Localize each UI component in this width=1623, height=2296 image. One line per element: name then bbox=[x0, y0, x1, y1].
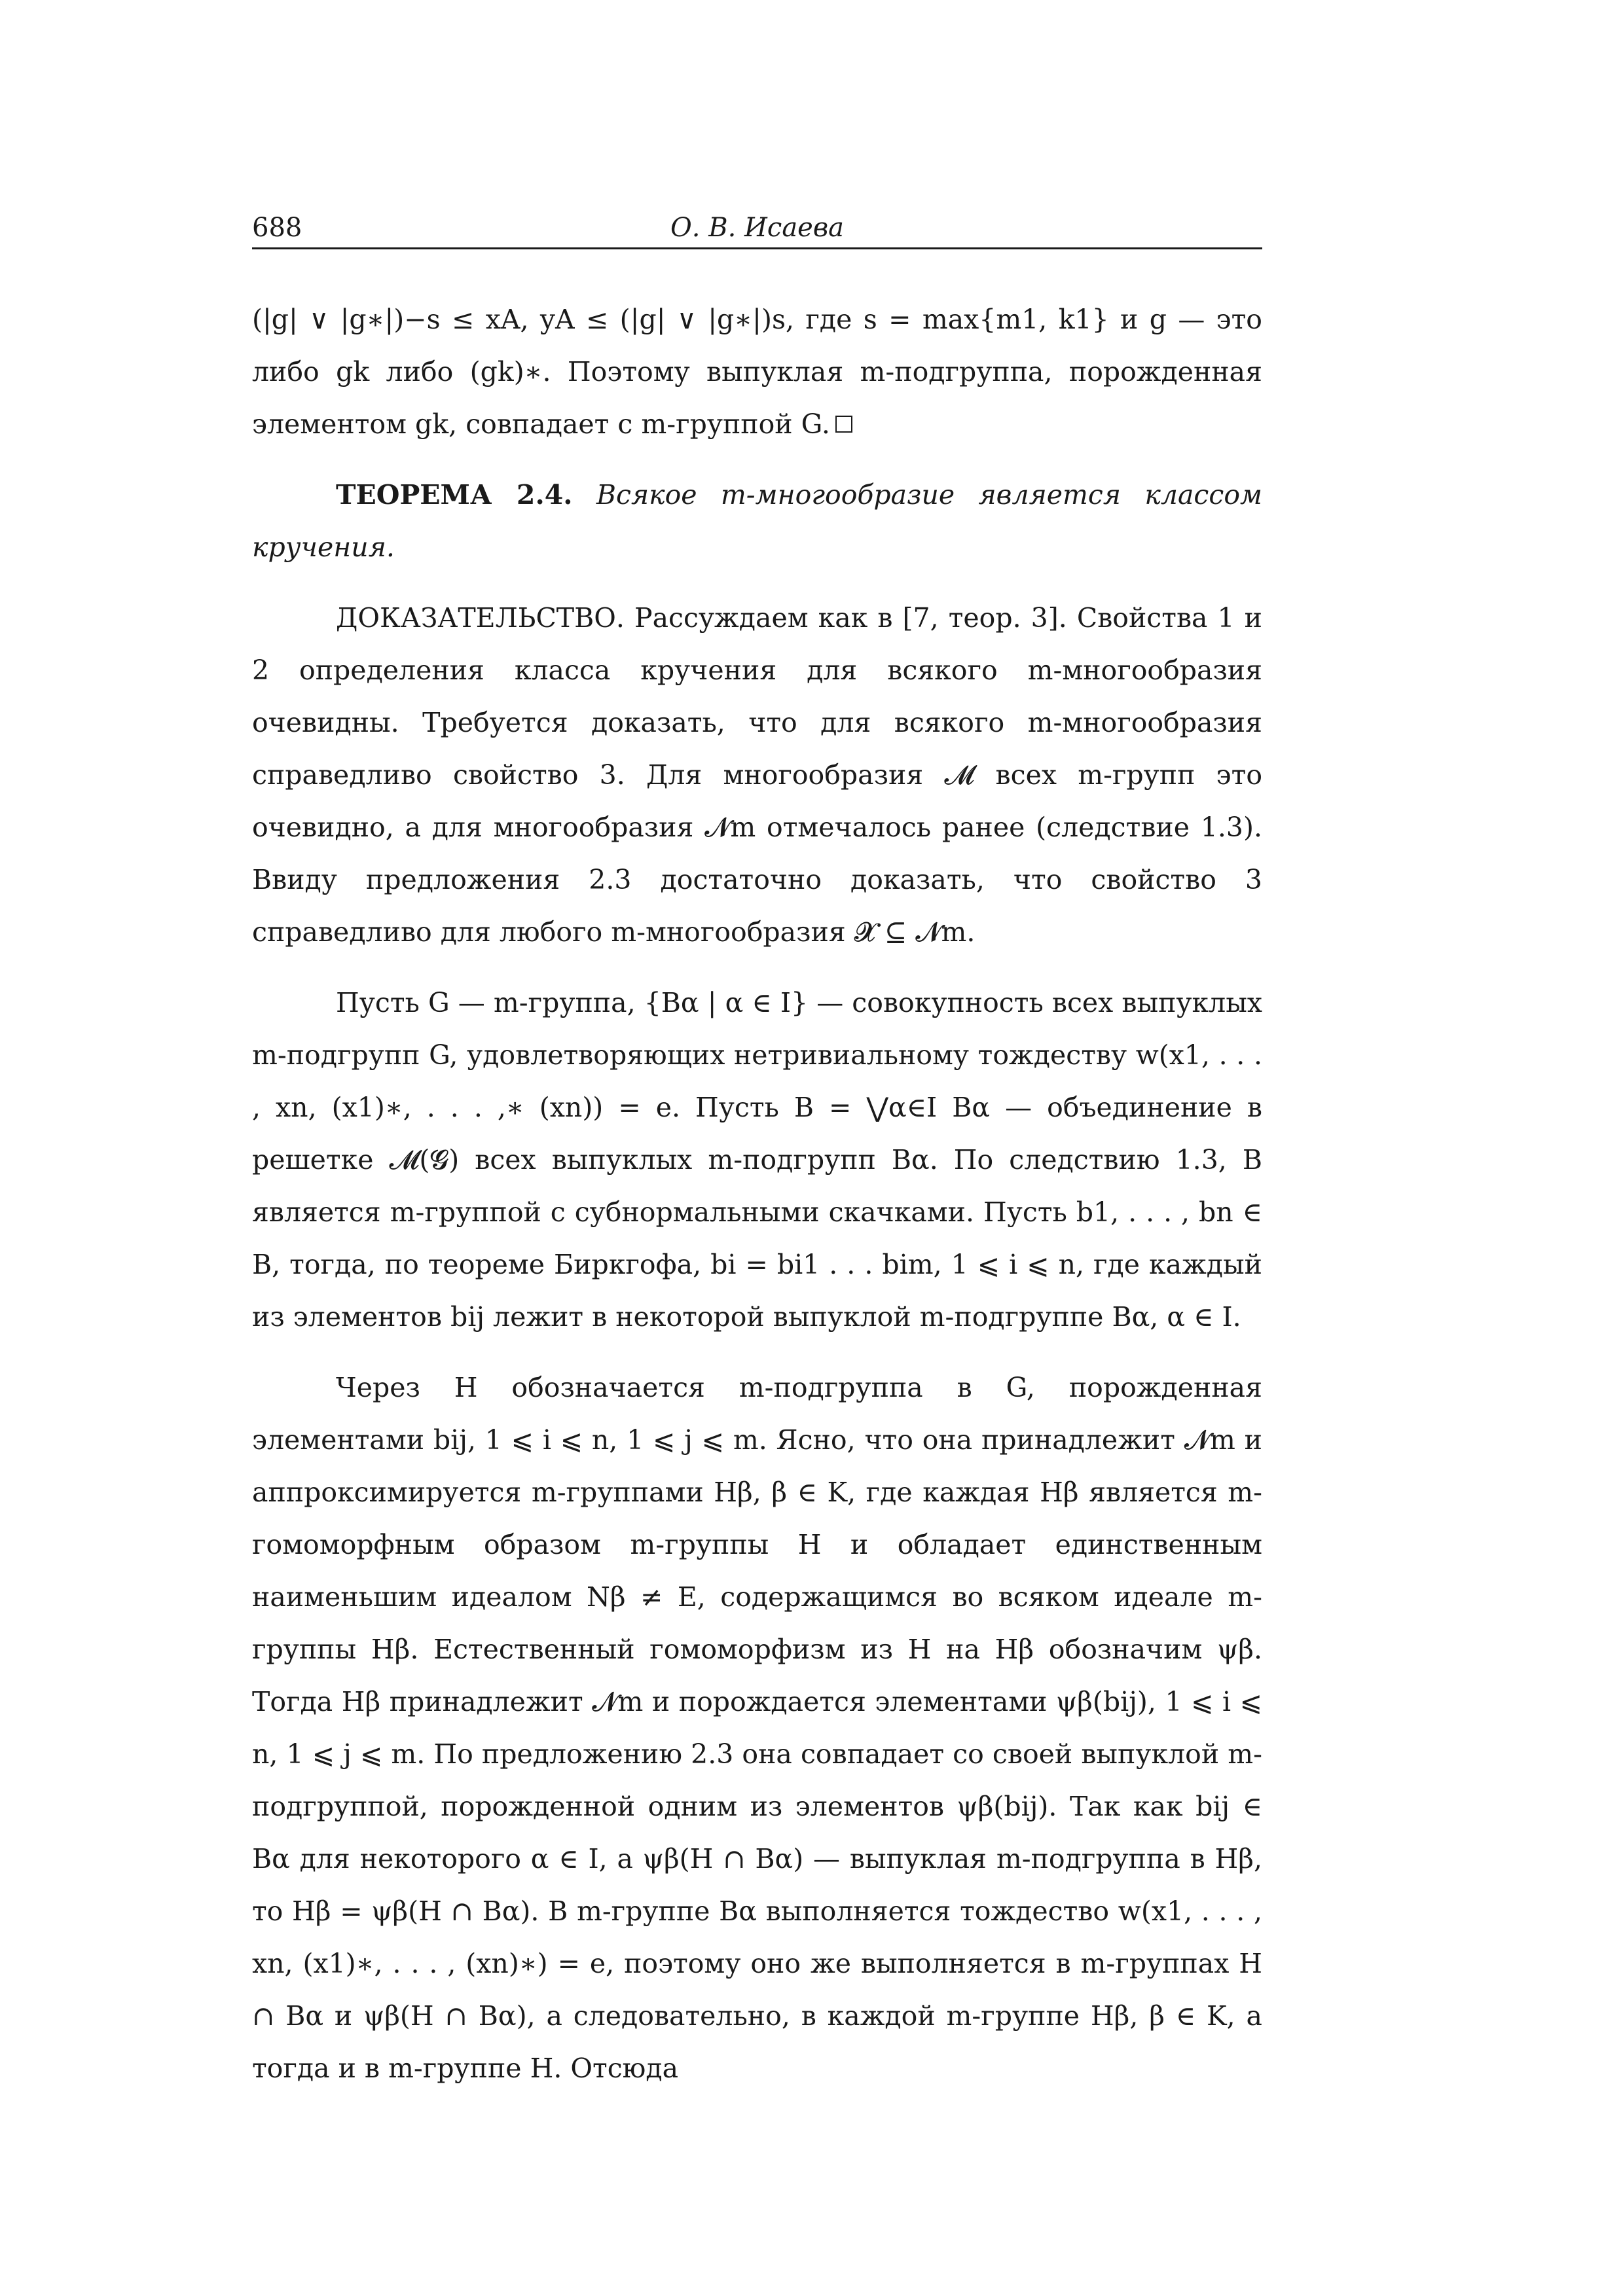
qed-square-icon bbox=[835, 416, 852, 433]
proof-paragraph: ДОКАЗАТЕЛЬСТВО. Рассуждаем как в [7, теор. 3]. Свойства 1 и 2 определения класса кручения для всякого m-многообразия очевидны. Требуется доказать, что для всякого m-многообразия справедливо свойство 3. Для многообразия 𝓜 всех m-групп это очевидно, а для многообразия 𝓝m отмечалось ранее (следствие 1.3). Ввиду предложения 2.3 достаточно доказать, что свойство 3 справедливо для любого m-многообразия 𝓧 ⊆ 𝓝m. bbox=[252, 602, 1262, 948]
paragraph-b-join: Пусть G — m-группа, {Bα | α ∈ I} — совокупность всех выпуклых m-подгрупп G, удовлетворяющих нетривиальному тождеству w(x1, . . . , xn, (x1)∗, . . . ,∗ (xn)) = e. Пусть B = ⋁α∈I Bα — объединение в решетке 𝓜(𝓖) всех выпуклых m-подгрупп Bα. По следствию 1.3, B является m-группой с субнормальными скачками. Пусть b1, . . . , bn ∈ B, тогда, по теореме Биркгофа, bi = bi1 . . . bim, 1 ⩽ i ⩽ n, где каждый из элементов bij лежит в некоторой выпуклой m-подгруппе Bα, α ∈ I. bbox=[252, 987, 1262, 1333]
page-number: 688 bbox=[252, 213, 302, 243]
page-header bbox=[252, 208, 1262, 249]
theorem-label: ТЕОРЕМА 2.4. bbox=[336, 479, 573, 511]
paragraph-text: (|g| ∨ |g∗|)−s ≤ xA, yA ≤ (|g| ∨ |g∗|)s, где s = max{m1, k1} и g — это либо gk либо (gk)∗. Поэтому выпуклая m-подгруппа, порожденная элементом gk, совпадает с m-группой G. bbox=[252, 304, 1262, 440]
theorem-statement: Всякое m-многообразие является классом кручения. bbox=[252, 479, 1262, 563]
paragraph-h-subgroup: Через H обозначается m-подгруппа в G, порожденная элементами bij, 1 ⩽ i ⩽ n, 1 ⩽ j ⩽ m. Ясно, что она принадлежит 𝓝m и аппроксимируется m-группами Hβ, β ∈ K, где каждая Hβ является m-гомоморфным образом m-группы H и обладает единственным наименьшим идеалом Nβ ≠ E, содержащимся во всяком идеале m-группы Hβ. Естественный гомоморфизм из H на Hβ обозначим ψβ. Тогда Hβ принадлежит 𝓝m и порождается элементами ψβ(bij), 1 ⩽ i ⩽ n, 1 ⩽ j ⩽ m. По предложению 2.3 она совпадает со своей выпуклой m-подгруппой, порожденной одним из элементов ψβ(bij). Так как bij ∈ Bα для некоторого α ∈ I, а ψβ(H ∩ Bα) — выпуклая m-подгруппа в Hβ, то Hβ = ψβ(H ∩ Bα). В m-группе Bα выполняется тождество w(x1, . . . , xn, (x1)∗, . . . , (xn)∗) = e, поэтому оно же выполняется в m-группах H ∩ Bα и ψβ(H ∩ Bα), а следовательно, в каждой m-группе Hβ, β ∈ K, а тогда и в m-группе H. Отсюда bbox=[252, 1372, 1262, 2084]
body-text bbox=[252, 293, 1262, 2094]
paragraph-continuation bbox=[252, 293, 1262, 450]
running-head: О. В. Исаева bbox=[670, 213, 844, 243]
header-rule bbox=[252, 247, 1262, 249]
theorem-2-4 bbox=[252, 469, 1262, 573]
